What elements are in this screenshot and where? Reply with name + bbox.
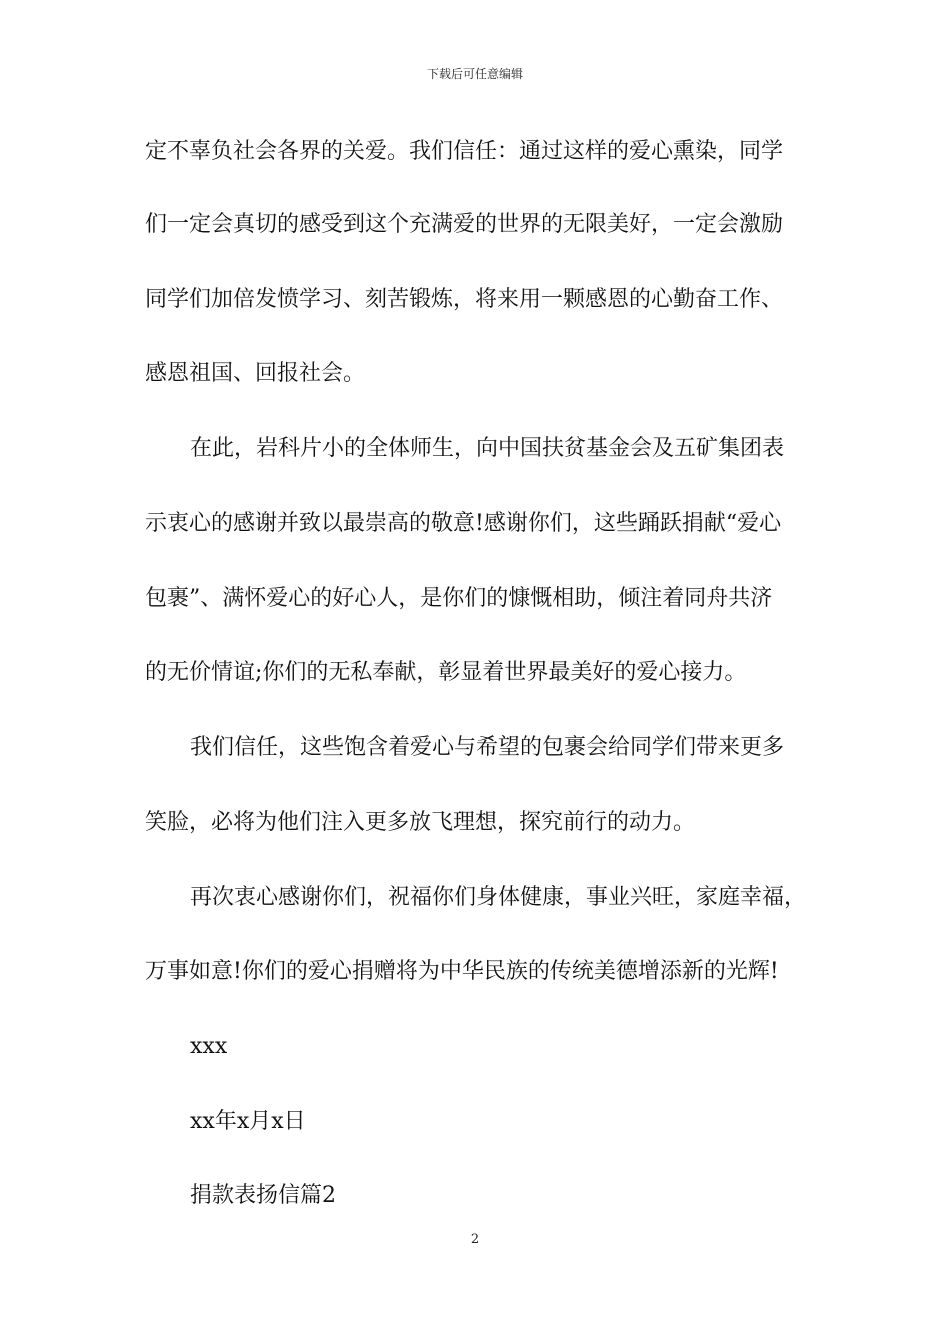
paragraph-first-line: 在此，岩科片小的全体师生，向中国扶贫基金会及五矿集团表 xyxy=(190,436,785,461)
body-line: 万事如意!你们的爱心捐赠将为中华民族的传统美德增添新的光辉! xyxy=(145,959,779,984)
body-line: 定不辜负社会各界的关爱。我们信任：通过这样的爱心熏染，同学 xyxy=(145,139,784,164)
body-line: 的无价情谊;你们的无私奉献，彰显着世界最美好的爱心接力。 xyxy=(145,660,747,685)
body-line: 包裹”、满怀爱心的好心人，是你们的慷慨相助，倾注着同舟共济 xyxy=(145,586,773,611)
body-line: 们一定会真切的感受到这个充满爱的世界的无限美好，一定会激励 xyxy=(145,212,784,237)
date-line: xx年x月x日 xyxy=(190,1109,306,1134)
paragraph-first-line: 我们信任，这些饱含着爱心与希望的包裹会给同学们带来更多 xyxy=(190,735,785,760)
page-header: 下载后可任意编辑 xyxy=(426,67,523,81)
body-line: 同学们加倍发愤学习、刻苦锻炼，将来用一颗感恩的心勤奋工作、 xyxy=(145,287,784,312)
body-line: 示衷心的感谢并致以最崇高的敬意!感谢你们，这些踊跃捐献“爱心 xyxy=(145,511,782,536)
body-line: 笑脸，必将为他们注入更多放飞理想，探究前行的动力。 xyxy=(145,810,696,835)
section-title: 捐款表扬信篇2 xyxy=(190,1183,336,1208)
page-number: 2 xyxy=(470,1232,480,1247)
body-line: 感恩祖国、回报社会。 xyxy=(145,361,366,386)
paragraph-first-line: 再次衷心感谢你们，祝福你们身体健康，事业兴旺，家庭幸福， xyxy=(190,885,807,910)
signature: xxx xyxy=(190,1034,228,1059)
